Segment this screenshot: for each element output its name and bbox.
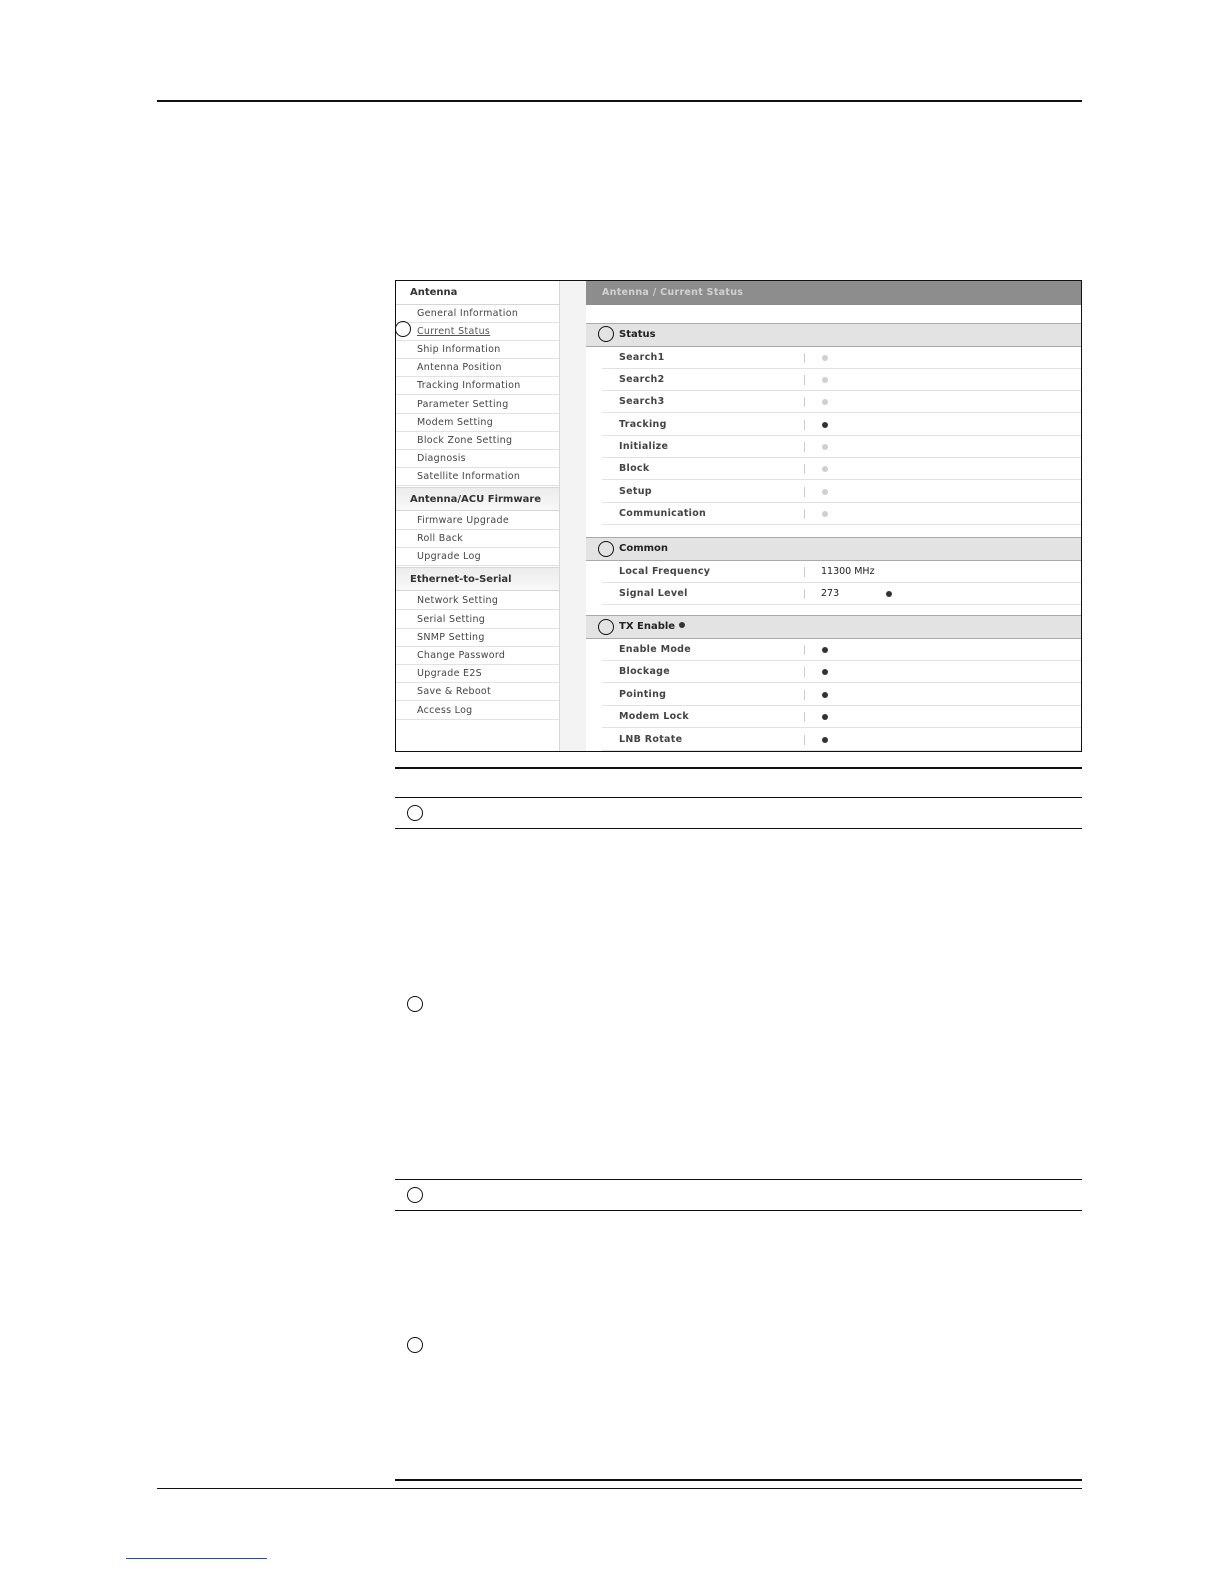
tx-enable-title: TX Enable bbox=[619, 621, 676, 632]
status-group-header: Status bbox=[586, 323, 1082, 347]
footer-rule bbox=[157, 1488, 1082, 1489]
row-separator bbox=[804, 464, 805, 474]
status-indicator bbox=[822, 489, 828, 495]
status-indicator bbox=[822, 511, 828, 517]
breadcrumb: Antenna / Current Status bbox=[586, 281, 1082, 305]
sidebar-item-firmware-upgrade[interactable]: Firmware Upgrade bbox=[396, 512, 559, 530]
local-frequency-value: 11300 MHz bbox=[821, 566, 875, 577]
tx-row-modem-lock bbox=[602, 706, 1082, 728]
row-label: Pointing bbox=[619, 689, 667, 700]
row-separator bbox=[804, 487, 805, 497]
status-row-block bbox=[602, 458, 1082, 480]
status-row-initialize bbox=[602, 436, 1082, 458]
callout-circle-status bbox=[598, 326, 614, 342]
callout-circle-tx-enable bbox=[598, 619, 614, 635]
row-label: Search1 bbox=[619, 352, 665, 363]
status-indicator bbox=[822, 669, 828, 675]
row-label: Setup bbox=[619, 486, 652, 497]
table-rule bbox=[395, 1210, 1082, 1211]
web-ui-screenshot bbox=[395, 280, 1082, 752]
row-separator bbox=[804, 712, 805, 722]
status-row-search1 bbox=[602, 347, 1082, 369]
row-label: Modem Lock bbox=[619, 711, 689, 722]
sidebar-item-general-information[interactable]: General Information bbox=[396, 305, 559, 323]
row-separator bbox=[804, 667, 805, 677]
tx-enable-group-header bbox=[586, 615, 1082, 639]
status-row-search3 bbox=[602, 391, 1082, 413]
sidebar-item-tracking-information[interactable]: Tracking Information bbox=[396, 377, 559, 395]
table-bottom-rule bbox=[395, 1479, 1082, 1481]
sidebar-item-current-status[interactable]: Current Status bbox=[396, 323, 559, 341]
row-separator bbox=[804, 375, 805, 385]
table-callout-2 bbox=[407, 996, 423, 1012]
row-separator bbox=[804, 690, 805, 700]
sidebar bbox=[396, 281, 560, 751]
sidebar-item-snmp-setting[interactable]: SNMP Setting bbox=[396, 629, 559, 647]
sidebar-item-parameter-setting[interactable]: Parameter Setting bbox=[396, 396, 559, 414]
status-row-communication bbox=[602, 503, 1082, 525]
table-callout-3 bbox=[407, 1187, 423, 1203]
common-row-signal-level bbox=[602, 583, 1082, 605]
table-callout-1 bbox=[407, 805, 423, 821]
sidebar-item-save-reboot[interactable]: Save & Reboot bbox=[396, 683, 559, 701]
row-label: Search2 bbox=[619, 374, 665, 385]
sidebar-item-change-password[interactable]: Change Password bbox=[396, 647, 559, 665]
sidebar-section-firmware: Antenna/ACU Firmware bbox=[396, 487, 559, 511]
sidebar-item-access-log[interactable]: Access Log bbox=[396, 702, 559, 720]
row-separator bbox=[804, 589, 805, 599]
status-indicator bbox=[822, 466, 828, 472]
callout-circle-common bbox=[598, 541, 614, 557]
footer-link-underline[interactable] bbox=[126, 1558, 267, 1559]
row-label: Enable Mode bbox=[619, 644, 691, 655]
row-separator bbox=[804, 567, 805, 577]
sidebar-item-network-setting[interactable]: Network Setting bbox=[396, 592, 559, 610]
content-gutter bbox=[560, 281, 586, 751]
row-label: Search3 bbox=[619, 396, 665, 407]
common-row-local-frequency bbox=[602, 561, 1082, 583]
sidebar-item-antenna-position[interactable]: Antenna Position bbox=[396, 359, 559, 377]
row-label: LNB Rotate bbox=[619, 734, 683, 745]
table-rule bbox=[395, 828, 1082, 829]
status-row-tracking bbox=[602, 414, 1082, 436]
tx-row-lnb-rotate bbox=[602, 729, 1082, 751]
row-separator bbox=[804, 735, 805, 745]
sidebar-section-antenna: Antenna bbox=[396, 281, 559, 305]
row-label: Local Frequency bbox=[619, 566, 711, 577]
main-panel bbox=[586, 281, 1082, 751]
row-label: Blockage bbox=[619, 666, 671, 677]
common-group-header: Common bbox=[586, 537, 1082, 561]
header-rule bbox=[157, 100, 1082, 102]
tx-row-enable-mode bbox=[602, 639, 1082, 661]
row-separator bbox=[804, 442, 805, 452]
row-separator bbox=[804, 397, 805, 407]
status-indicator bbox=[822, 355, 828, 361]
sidebar-section-ethernet-to-serial: Ethernet-to-Serial bbox=[396, 567, 559, 591]
status-indicator bbox=[822, 714, 828, 720]
row-label: Signal Level bbox=[619, 588, 688, 599]
sidebar-item-serial-setting[interactable]: Serial Setting bbox=[396, 611, 559, 629]
table-top-rule bbox=[395, 767, 1082, 769]
sidebar-item-roll-back[interactable]: Roll Back bbox=[396, 530, 559, 548]
tx-row-pointing bbox=[602, 684, 1082, 706]
status-row-search2 bbox=[602, 369, 1082, 391]
row-separator bbox=[804, 645, 805, 655]
status-indicator bbox=[822, 399, 828, 405]
table-rule bbox=[395, 797, 1082, 798]
callout-circle-sidebar bbox=[395, 321, 411, 337]
status-indicator bbox=[822, 444, 828, 450]
row-label: Communication bbox=[619, 508, 707, 519]
sidebar-item-diagnosis[interactable]: Diagnosis bbox=[396, 450, 559, 468]
sidebar-item-satellite-information[interactable]: Satellite Information bbox=[396, 468, 559, 486]
row-label: Tracking bbox=[619, 419, 667, 430]
row-label: Initialize bbox=[619, 441, 669, 452]
row-separator bbox=[804, 509, 805, 519]
status-indicator bbox=[822, 377, 828, 383]
status-indicator bbox=[822, 692, 828, 698]
sidebar-item-upgrade-log[interactable]: Upgrade Log bbox=[396, 548, 559, 566]
sidebar-item-modem-setting[interactable]: Modem Setting bbox=[396, 414, 559, 432]
status-row-setup bbox=[602, 481, 1082, 503]
table-callout-4 bbox=[407, 1337, 423, 1353]
tx-row-blockage bbox=[602, 661, 1082, 683]
sidebar-item-ship-information[interactable]: Ship Information bbox=[396, 341, 559, 359]
status-indicator bbox=[822, 422, 828, 428]
sidebar-item-block-zone-setting[interactable]: Block Zone Setting bbox=[396, 432, 559, 450]
tx-enable-indicator bbox=[679, 622, 685, 628]
row-separator bbox=[804, 353, 805, 363]
signal-level-indicator bbox=[886, 591, 892, 597]
status-indicator bbox=[822, 647, 828, 653]
row-label: Block bbox=[619, 463, 650, 474]
row-separator bbox=[804, 420, 805, 430]
status-indicator bbox=[822, 737, 828, 743]
signal-level-value: 273 bbox=[821, 588, 840, 599]
table-rule bbox=[395, 1179, 1082, 1180]
sidebar-item-upgrade-e2s[interactable]: Upgrade E2S bbox=[396, 665, 559, 683]
